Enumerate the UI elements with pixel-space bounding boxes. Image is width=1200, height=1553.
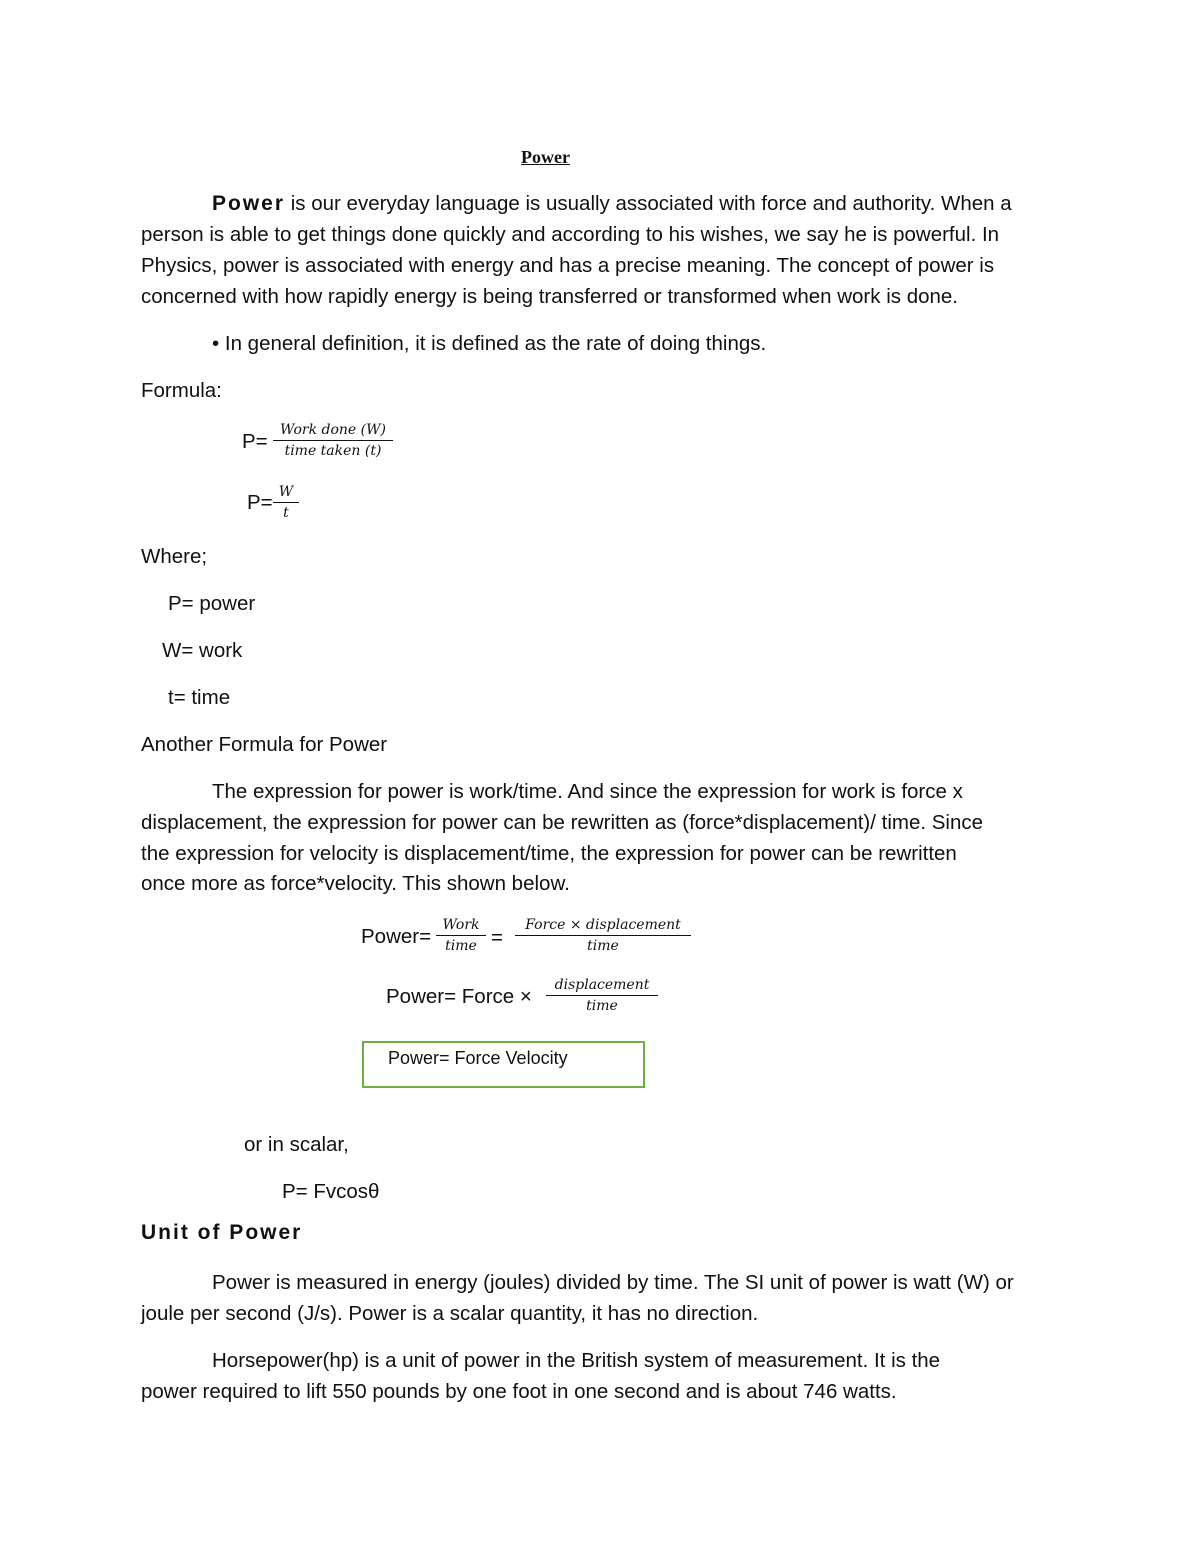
intro-bold-word: Power [212, 192, 286, 215]
fraction-bar [273, 502, 299, 503]
unit-line-1-text: Power is measured in energy (joules) divided by time. The SI unit of power is [212, 1271, 914, 1294]
formula1-lhs: P= [242, 430, 268, 453]
formula1-numerator: Work done (W) [280, 422, 386, 438]
fraction-bar [273, 440, 393, 441]
scalar-formula: P= Fvcosθ [282, 1180, 380, 1203]
intro-line-3: Physics, power is associated with energy and has a precise meaning. The concept of power is [141, 254, 995, 277]
eq1-lhs: Power= [361, 925, 432, 948]
watt-term: watt (W) [913, 1271, 990, 1294]
scalar-label: or in scalar, [244, 1133, 349, 1156]
fraction-bar [436, 935, 486, 936]
horsepower-term: Horsepower(hp) [212, 1349, 359, 1372]
eq1-fraction-2 [515, 916, 691, 955]
derivation-line-3: the expression for velocity is displacement/time, the expression for power can be rewritten [141, 842, 957, 865]
where-label: Where; [141, 545, 208, 568]
derivation-line-4: once more as force*velocity. This shown below. [141, 872, 570, 895]
eq1-denominator-1: time [445, 938, 477, 954]
unit-line-2: joule per second (J/s). Power is a scalar quantity, it has no direction. [141, 1302, 759, 1325]
formula1-fraction [273, 421, 393, 460]
formula2-lhs: P= [247, 491, 273, 514]
hp-line-1 [212, 1345, 940, 1376]
eq1-numerator-1: Work [442, 917, 480, 933]
fraction-bar [546, 995, 658, 996]
fraction-bar [515, 935, 691, 936]
definition-work: W= work [162, 639, 243, 662]
derivation-line-1: The expression for power is work/time. And since the expression for work is force x [212, 780, 963, 803]
formula2-denominator: t [283, 505, 289, 521]
intro-line-4: concerned with how rapidly energy is being transferred or transformed when work is done. [141, 285, 958, 308]
formula2-fraction [273, 483, 299, 522]
formula2-numerator: W [278, 484, 294, 500]
derivation-line-2: displacement, the expression for power can be rewritten as (force*displacement)/ time. Since [141, 811, 984, 834]
page-title: Power [521, 147, 570, 167]
boxed-formula: Power= Force Velocity [388, 1048, 568, 1068]
highlight-box [362, 1041, 645, 1088]
intro-line-1 [212, 188, 1012, 219]
formula-label: Formula: [141, 379, 222, 402]
unit-line-1-end: or [989, 1271, 1014, 1294]
eq2-fraction [546, 976, 658, 1015]
eq2-lhs: Power= Force × [386, 985, 532, 1008]
intro-line-2: person is able to get things done quickly and according to his wishes, we say he is powerful. In [141, 223, 1000, 246]
unit-heading: Unit of Power [141, 1221, 303, 1244]
hp-line-1-text: is a unit of power in the British system of measurement. It is the [358, 1349, 941, 1372]
definition-time: t= time [168, 686, 231, 709]
bullet-definition: • In general definition, it is defined as the rate of doing things. [212, 332, 767, 355]
unit-line-1 [212, 1267, 1014, 1298]
eq1-numerator-2: Force × displacement [525, 917, 681, 933]
eq1-equals: = [491, 926, 503, 949]
eq2-denominator: time [586, 998, 618, 1014]
eq1-fraction-1 [436, 916, 486, 955]
eq1-denominator-2: time [587, 938, 619, 954]
another-formula-heading: Another Formula for Power [141, 733, 388, 756]
formula1-denominator: time taken (t) [284, 443, 382, 459]
intro-line-1-text: is our everyday language is usually associated with force and authority. When a [285, 192, 1012, 215]
hp-line-2: power required to lift 550 pounds by one foot in one second and is about 746 watts. [141, 1380, 897, 1403]
definition-power: P= power [168, 592, 256, 615]
eq2-numerator: displacement [554, 977, 650, 993]
